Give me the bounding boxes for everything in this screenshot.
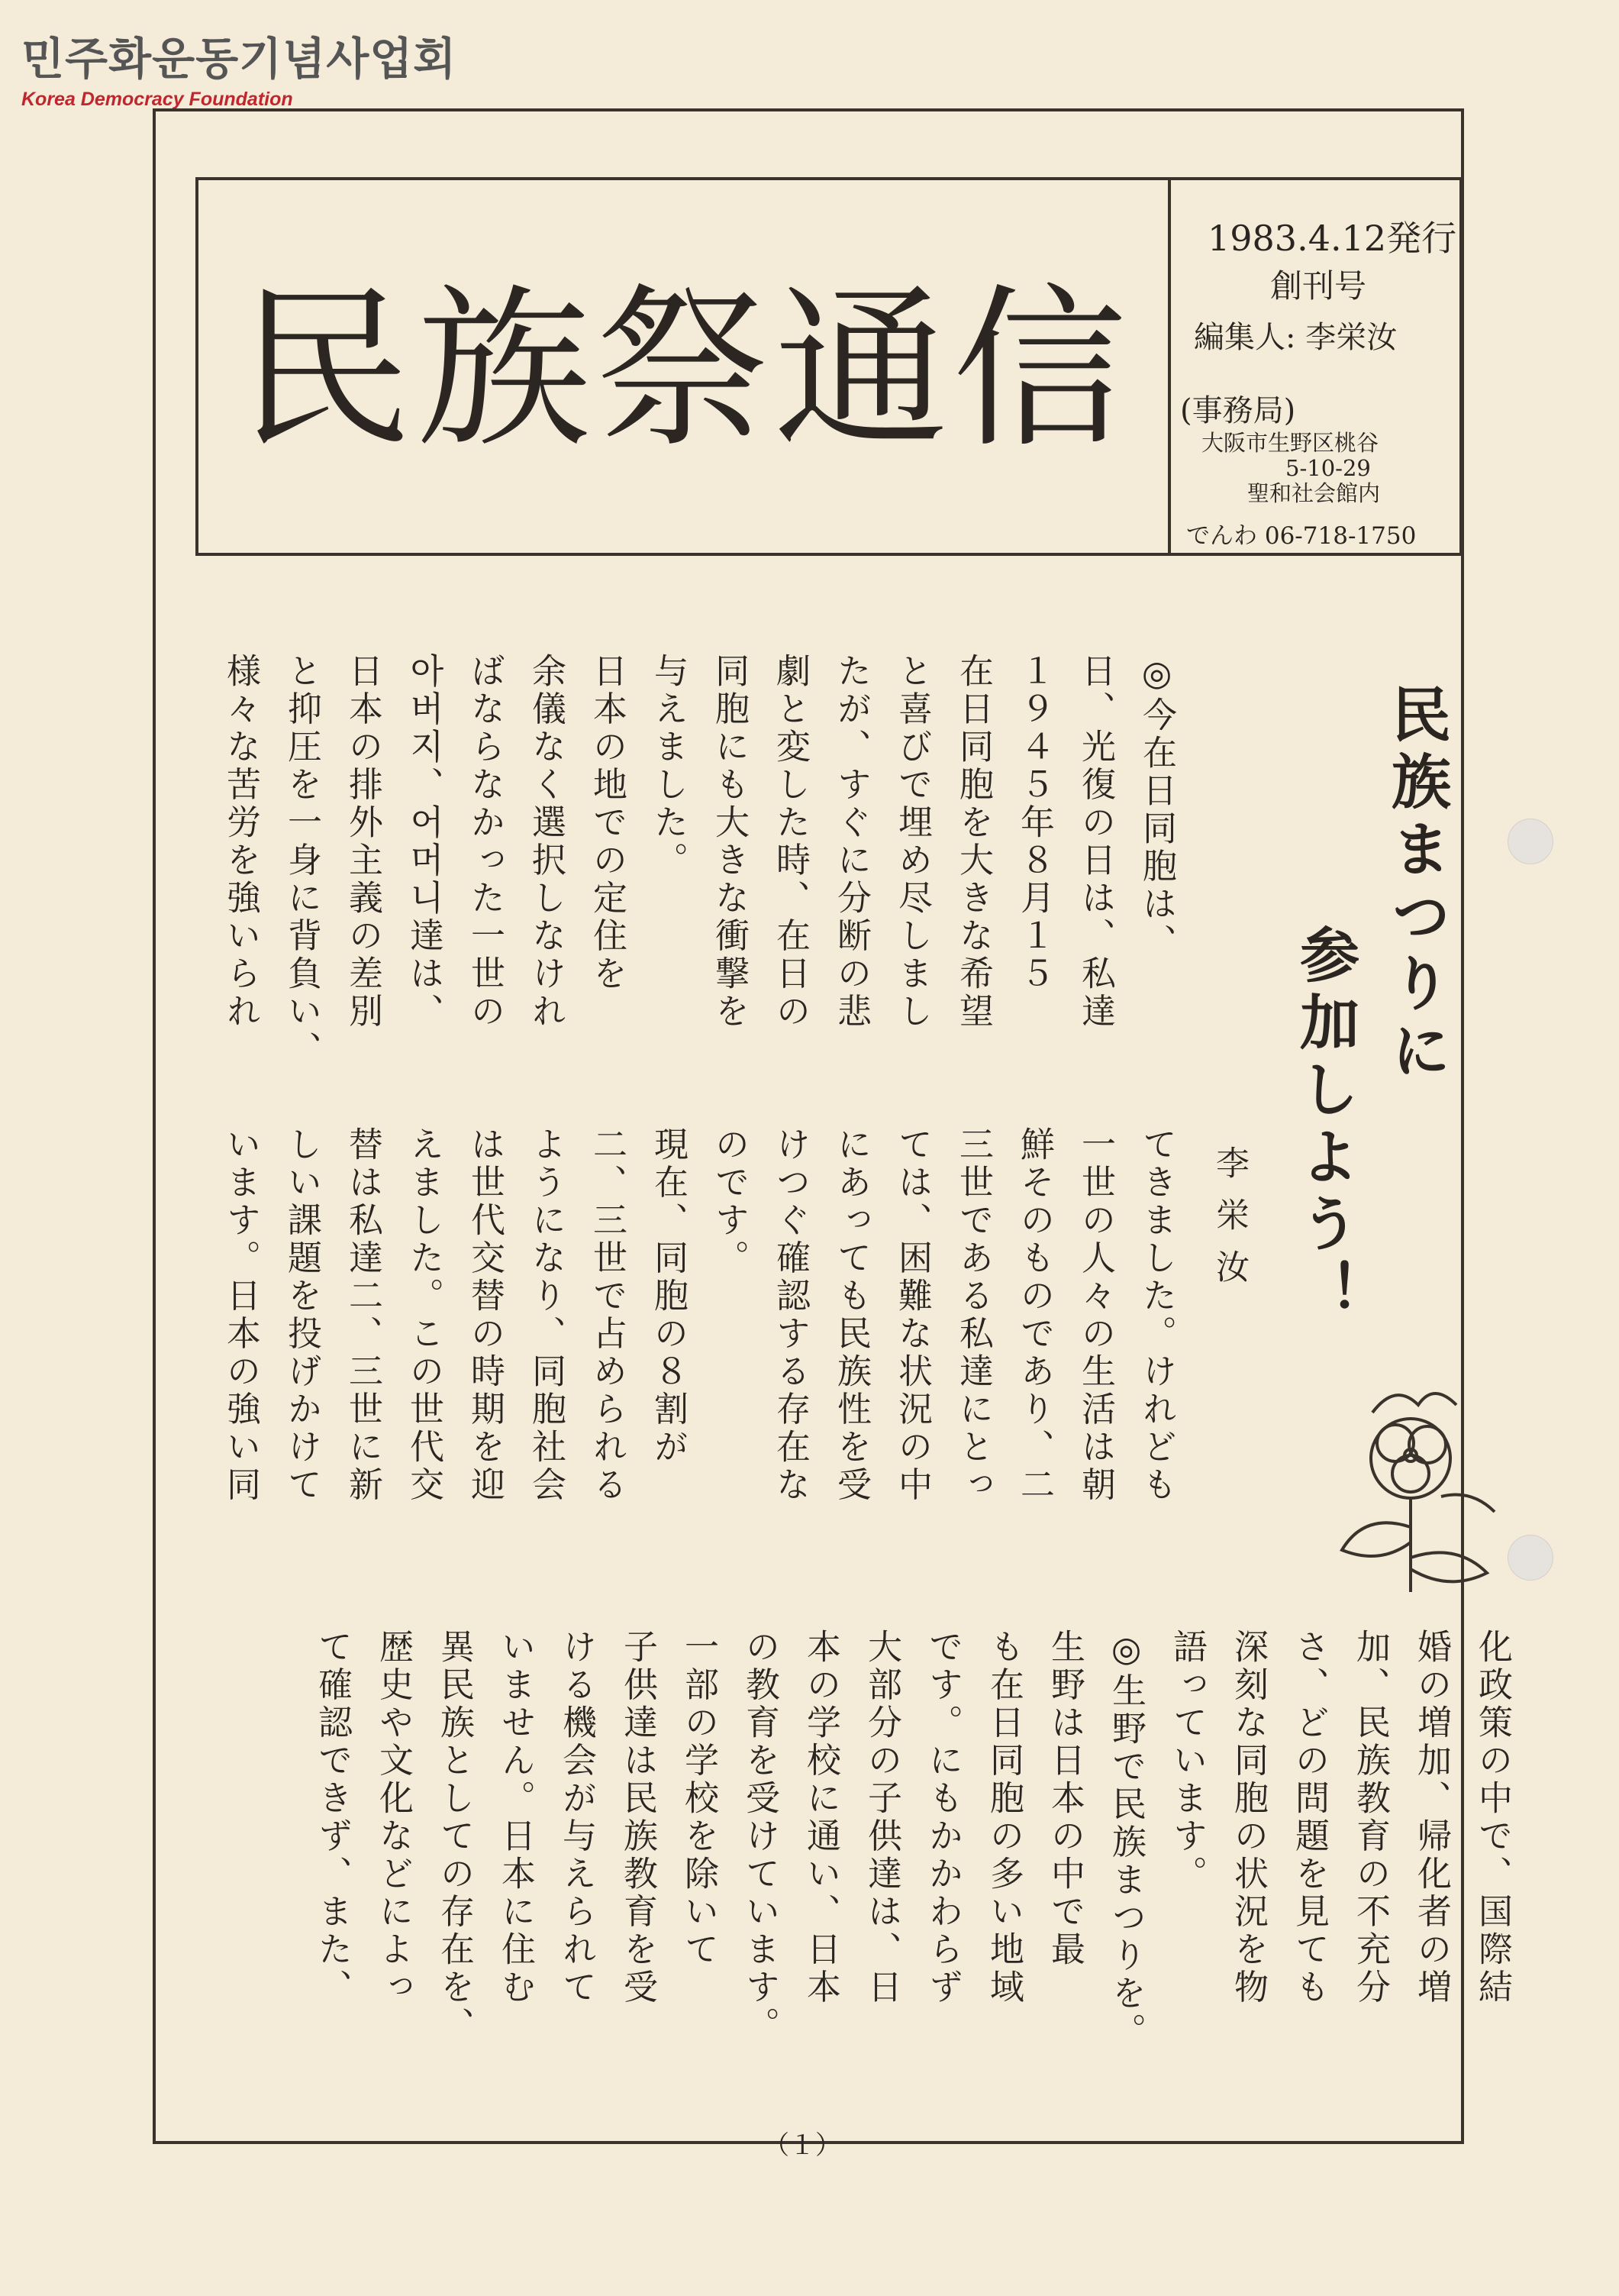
article-column: います。日本の強い同 <box>221 1126 261 1504</box>
article-column: 余儀なく選択しなけれ <box>526 653 566 1031</box>
article-byline: 李栄汝 <box>1210 1145 1249 1301</box>
article-column: 異民族としての存在を、 <box>434 1629 475 2045</box>
article-column: けつぐ確認する存在な <box>770 1126 811 1504</box>
masthead-info-box <box>1168 180 1463 553</box>
article-column: と抑圧を一身に背負い、 <box>282 653 322 1069</box>
article-column: いません。日本に住む <box>495 1629 536 2007</box>
punch-hole <box>1508 1535 1553 1581</box>
article-column: 婚の増加、帰化者の増 <box>1411 1629 1452 2007</box>
article-column: 生野は日本の中で最 <box>1045 1629 1085 1969</box>
article-column: ◎今在日同胞は、 <box>1137 653 1177 961</box>
article-column: 二、三世で占められる <box>587 1126 627 1504</box>
article-column: 三世である私達にとっ <box>953 1126 994 1504</box>
article-column: １９４５年８月１５ <box>1014 653 1055 993</box>
page-number: （１） <box>763 2130 841 2161</box>
article-column: えました。この世代交 <box>404 1126 444 1504</box>
flower-illustration-icon <box>1327 1367 1502 1603</box>
article-column: 一世の人々の生活は朝 <box>1076 1126 1116 1504</box>
article-column: 現在、同胞の８割が <box>648 1126 689 1467</box>
article-column: のです。 <box>709 1126 750 1277</box>
article-column: ばならなかった一世の <box>465 653 505 1031</box>
article-column: ◎生野で民族まつりを。 <box>1106 1629 1147 2051</box>
article-column: 鮮そのものであり、二 <box>1014 1126 1055 1504</box>
article-column: 日本の地での定住を <box>587 653 627 993</box>
office-label: (事務局) <box>1180 393 1296 428</box>
foundation-watermark <box>21 23 456 111</box>
article-column: 加、民族教育の不充分 <box>1350 1629 1391 2007</box>
article-column: も在日同胞の多い地域 <box>984 1629 1024 2007</box>
article-column: 深刻な同胞の状況を物 <box>1228 1629 1269 2007</box>
issue-number: 創刊号 <box>1270 267 1367 305</box>
article-headline: 参加しよう！ <box>1290 924 1359 1327</box>
office-address-line: 5-10-29 <box>1285 455 1371 481</box>
editor-name: 編集人: 李栄汝 <box>1194 320 1398 355</box>
article-column: 日本の排外主義の差別 <box>343 653 383 1031</box>
foundation-name-korean: 민주화운동기념사업회 <box>21 33 457 85</box>
article-column: 日、光復の日は、私達 <box>1076 653 1116 1031</box>
article-column: は世代交替の時期を迎 <box>465 1126 505 1504</box>
article-column: 子供達は民族教育を受 <box>618 1629 658 2007</box>
article-column: しい課題を投げかけて <box>282 1126 322 1504</box>
article-column: 大部分の子供達は、日 <box>862 1629 902 2007</box>
office-address-line: 聖和社会館内 <box>1247 480 1381 506</box>
article-column: 様々な苦労を強いられ <box>221 653 261 1031</box>
article-column: 替は私達二、三世に新 <box>343 1126 383 1504</box>
article-column: 本の学校に通い、日本 <box>801 1629 841 2007</box>
article-column: ては、困難な状況の中 <box>892 1126 933 1504</box>
article-column: と喜びで埋め尽しまし <box>892 653 933 1031</box>
article-column: ようになり、同胞社会 <box>526 1126 566 1504</box>
punch-hole <box>1508 819 1553 864</box>
article-column: 同胞にも大きな衝撃を <box>709 653 750 1031</box>
article-column: てきました。けれども <box>1137 1126 1177 1504</box>
article-column: にあっても民族性を受 <box>831 1126 872 1504</box>
article-column: て確認できず、また、 <box>312 1629 353 2007</box>
article-column: 一部の学校を除いて <box>679 1629 719 1969</box>
article-column: の教育を受けています。 <box>740 1629 780 2045</box>
office-phone: でんわ 06-718-1750 <box>1186 522 1417 550</box>
masthead <box>195 177 1463 556</box>
issue-date: 1983.4.12発行 <box>1208 218 1457 259</box>
article-column: 在日同胞を大きな希望 <box>953 653 994 1031</box>
article-column: たが、すぐに分断の悲 <box>831 653 872 1031</box>
article-headline: 民族まつりに <box>1382 683 1451 1087</box>
article-column: 劇と変した時、在日の <box>770 653 811 1031</box>
article-column: 語っています。 <box>1167 1629 1208 1894</box>
article-column: 아버지、어머니達は、 <box>404 653 444 1031</box>
article-column: 歴史や文化などによっ <box>373 1629 414 2007</box>
office-address-line: 大阪市生野区桃谷 <box>1201 430 1379 456</box>
newsletter-title: 民族祭通信 <box>238 268 1131 471</box>
article-column: ける機会が与えられて <box>556 1629 597 2007</box>
article-column: 化政策の中で、国際結 <box>1472 1629 1513 2007</box>
article-column: 与えました。 <box>648 653 689 880</box>
office-address <box>1201 431 1380 506</box>
article-column: さ、どの問題を見ても <box>1289 1629 1330 2007</box>
article-column: です。にもかかわらず <box>923 1629 963 2007</box>
foundation-name-english: Korea Democracy Foundation <box>21 89 293 110</box>
